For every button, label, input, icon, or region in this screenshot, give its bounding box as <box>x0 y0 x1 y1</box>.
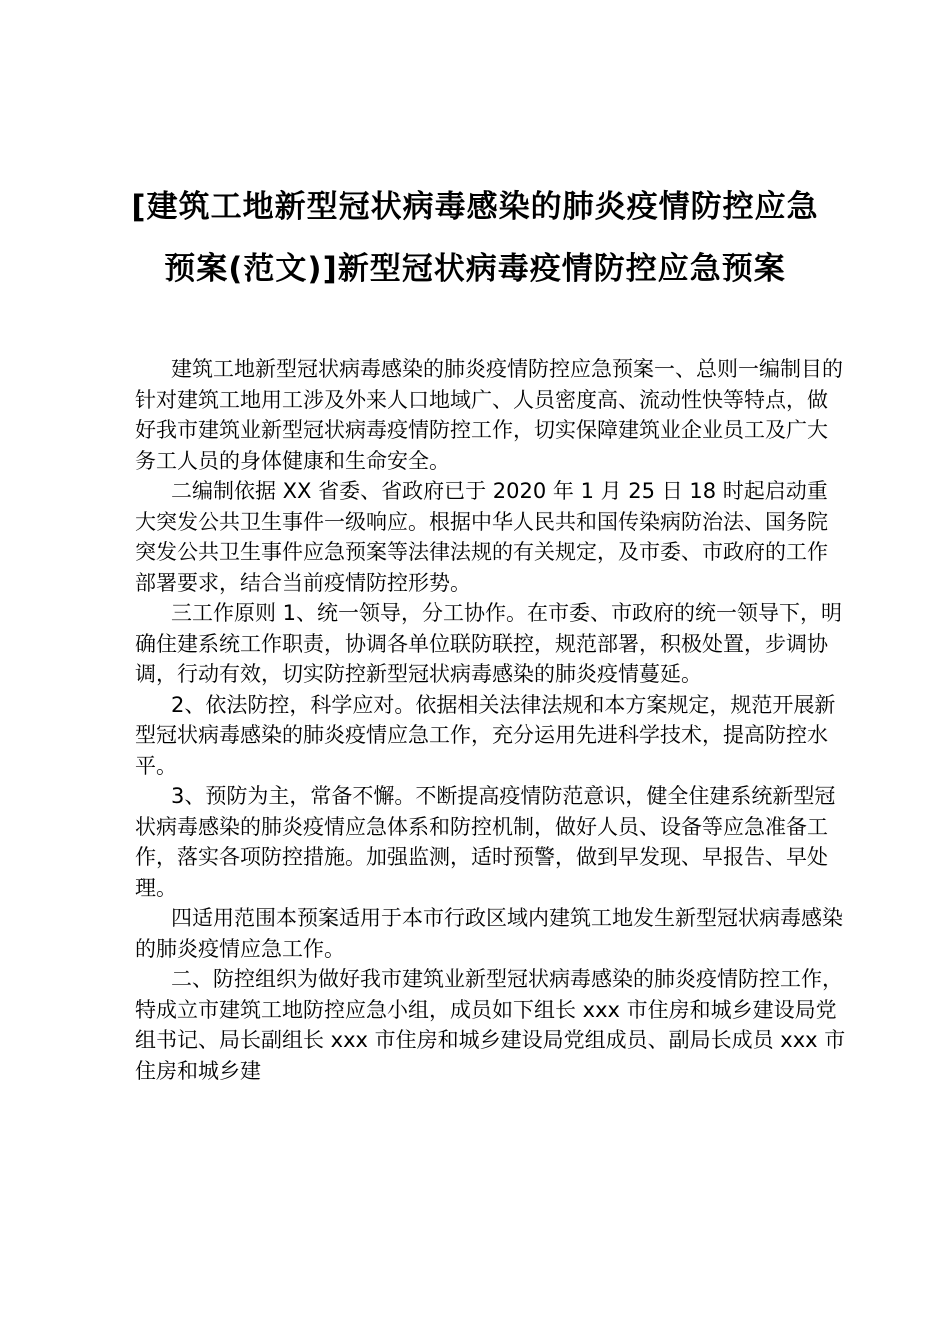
paragraph-general-principles: 建筑工地新型冠状病毒感染的肺炎疫情防控应急预案一、总则一编制目的针对建筑工地用工涉及外来人口地域广、人员密度高、流动性快等特点，做好我市建筑业新型冠状病毒疫情防控工作，切实保障建筑业企业员工及广大务工人员的身体健康和生命安全。 <box>135 357 843 473</box>
paragraph-prevention-first: 3、预防为主，常备不懈。不断提高疫情防范意识，健全住建系统新型冠状病毒感染的肺炎疫情应急体系和防控机制，做好人员、设备等应急准备工作，落实各项防控措施。加强监测，适时预警，做到早发现、早报告、早处理。 <box>135 784 836 900</box>
paragraph-working-principles: 三工作原则 1、统一领导，分工协作。在市委、市政府的统一领导下，明确住建系统工作职责，协调各单位联防联控，规范部署，积极处置，步调协调，行动有效，切实防控新型冠状病毒感染的肺炎疫情蔓延。 <box>135 601 843 686</box>
paragraph-law-based-control: 2、依法防控，科学应对。依据相关法律法规和本方案规定，规范开展新型冠状病毒感染的肺炎疫情应急工作，充分运用先进科学技术，提高防控水平。 <box>135 692 836 778</box>
document-body <box>135 354 847 1086</box>
paragraph-basis: 二编制依据 XX 省委、省政府已于 2020 年 1 月 25 日 18 时起启动重大突发公共卫生事件一级响应。根据中华人民共和国传染病防治法、国务院突发公共卫生事件应急预案等法律法规的有关规定，及市委、市政府的工作部署要求，结合当前疫情防控形势。 <box>135 479 828 595</box>
paragraph-scope: 四适用范围本预案适用于本市行政区域内建筑工地发生新型冠状病毒感染的肺炎疫情应急工作。 <box>135 906 843 961</box>
document-title: [建筑工地新型冠状病毒感染的肺炎疫情防控应急预案(范文)]新型冠状病毒疫情防控应急预案 <box>131 189 819 287</box>
paragraph-organization: 二、防控组织为做好我市建筑业新型冠状病毒感染的肺炎疫情防控工作，特成立市建筑工地防控应急小组，成员如下组长 xxx 市住房和城乡建设局党组书记、局长副组长 xxx 市住房和城乡建设局党组成员、副局长成员 xxx 市住房和城乡建 <box>135 967 846 1083</box>
